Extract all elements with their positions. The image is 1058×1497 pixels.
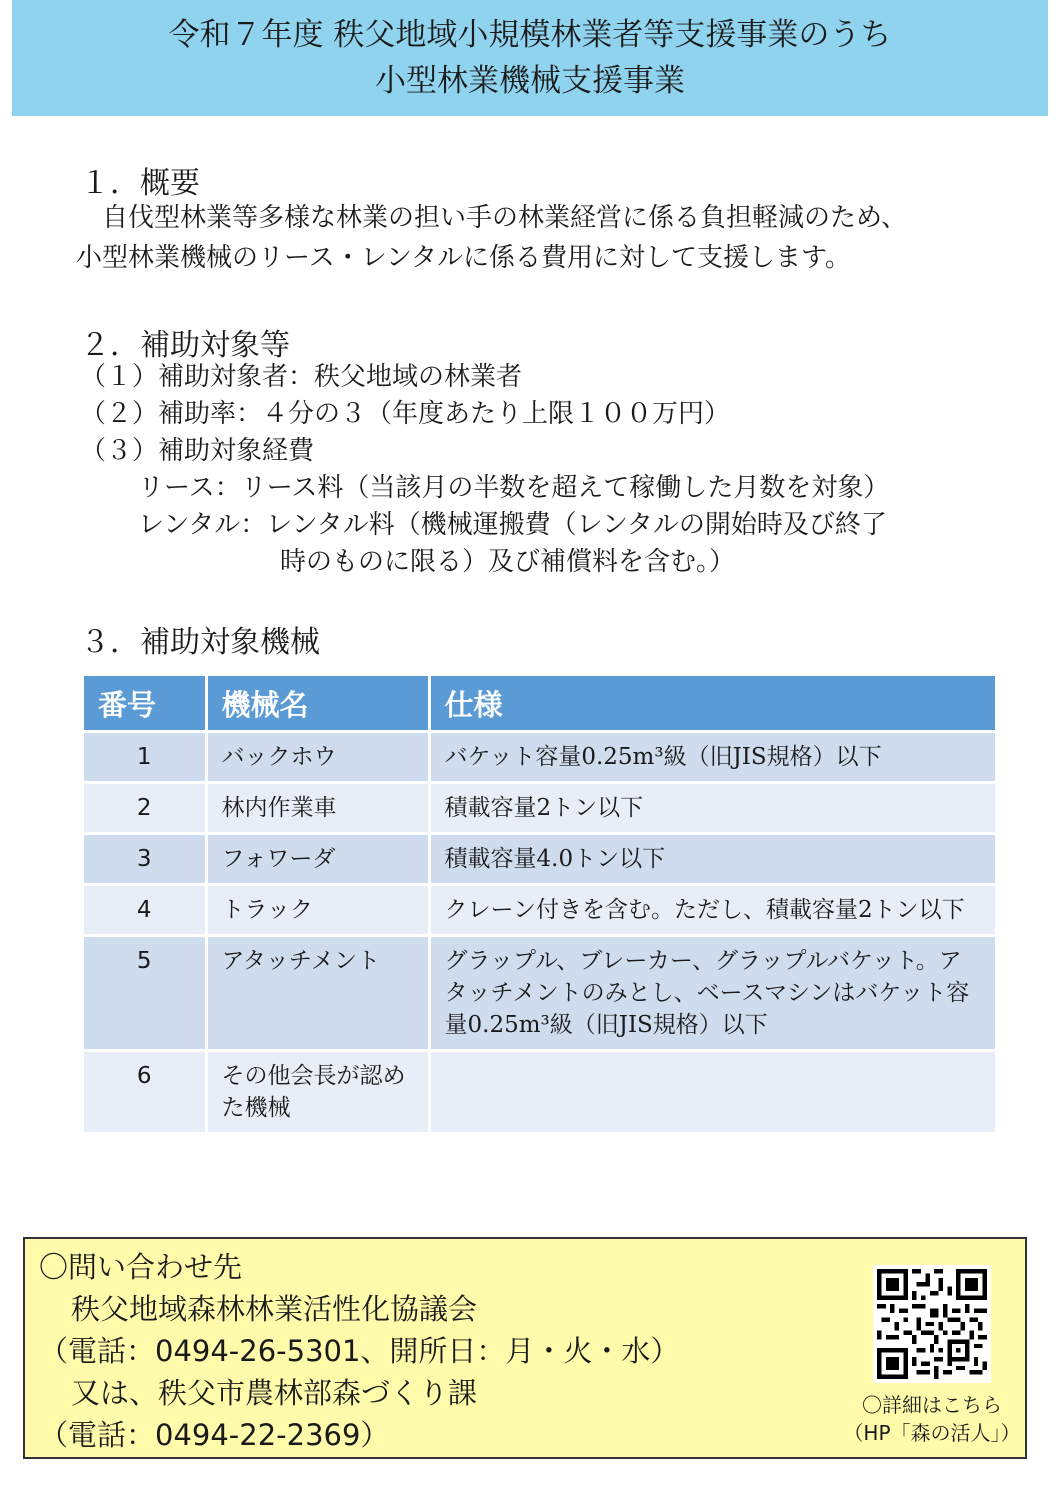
row-machine-name: その他会長が認めた機械 — [206, 1051, 429, 1134]
row-number: 5 — [84, 936, 206, 1051]
table-row — [84, 783, 995, 834]
row-spec: クレーン付きを含む。ただし、積載容量2トン以下 — [429, 885, 995, 936]
table-header-row — [84, 676, 995, 732]
page-title-line1: 令和７年度 秩父地域小規模林業者等支援事業のうち — [168, 17, 892, 53]
col-header-spec: 仕様 — [429, 676, 995, 732]
row-spec: 積載容量4.0トン以下 — [429, 834, 995, 885]
row-number: 4 — [84, 885, 206, 936]
table-row — [84, 1051, 995, 1134]
contact-org1: 秩父地域森林林業活性化協議会 — [71, 1292, 478, 1326]
row-number: 1 — [84, 732, 206, 783]
row-number: 2 — [84, 783, 206, 834]
row-spec: グラップル、ブレーカー、グラップルバケット。アタッチメントのみとし、ベースマシンはバケット容量0.25m³級（旧JIS規格）以下 — [429, 936, 995, 1051]
row-number: 3 — [84, 834, 206, 885]
contact-box — [23, 1237, 1027, 1459]
rental-expense-cont: 時のものに限る）及び補償料を含む。） — [280, 547, 736, 577]
title-banner — [12, 0, 1048, 116]
overview-line2: 小型林業機械のリース・レンタルに係る費用に対して支援します。 — [76, 243, 851, 273]
contact-tel1: （電話：0494-26-5301、開所日：月・火・水） — [39, 1334, 680, 1368]
subsidy-rate: （２）補助率：４分の３（年度あたり上限１００万円） — [80, 399, 731, 429]
page-title-line2: 小型林業機械支援事業 — [375, 63, 685, 99]
row-number: 6 — [84, 1051, 206, 1134]
contact-heading: 〇問い合わせ先 — [39, 1250, 243, 1284]
row-machine-name: フォワーダ — [206, 834, 429, 885]
table-row — [84, 936, 995, 1051]
table-row — [84, 885, 995, 936]
row-machine-name: 林内作業車 — [206, 783, 429, 834]
col-header-machine: 機械名 — [206, 676, 429, 732]
row-machine-name: トラック — [206, 885, 429, 936]
contact-tel2: （電話：0494-22-2369） — [39, 1418, 390, 1452]
machine-table — [84, 676, 995, 1135]
qr-caption-line1: 〇詳細はこちら — [862, 1393, 1002, 1417]
row-machine-name: バックホウ — [206, 732, 429, 783]
lease-expense: リース：リース料（当該月の半数を超えて稼働した月数を対象） — [138, 473, 890, 503]
contact-org2: 又は、秩父市農林部森づくり課 — [71, 1376, 478, 1410]
row-machine-name: アタッチメント — [206, 936, 429, 1051]
eligible-expenses: （３）補助対象経費 — [80, 436, 315, 466]
qr-code[interactable] — [873, 1265, 991, 1383]
section1-heading: １．概要 — [80, 166, 200, 201]
section2-heading: ２．補助対象等 — [80, 328, 290, 363]
row-spec: バケット容量0.25m³級（旧JIS規格）以下 — [429, 732, 995, 783]
overview-line1: 自伐型林業等多様な林業の担い手の林業経営に係る負担軽減のため、 — [76, 203, 907, 233]
row-spec — [429, 1051, 995, 1134]
qr-caption-line2: （HP「森の活人」） — [843, 1421, 1021, 1445]
eligible-recipient: （１）補助対象者：秩父地域の林業者 — [80, 362, 523, 392]
table-row — [84, 834, 995, 885]
col-header-number: 番号 — [84, 676, 206, 732]
row-spec: 積載容量2トン以下 — [429, 783, 995, 834]
rental-expense: レンタル：レンタル料（機械運搬費（レンタルの開始時及び終了 — [138, 510, 887, 540]
section3-heading: ３．補助対象機械 — [80, 625, 320, 660]
qr-code-icon — [877, 1269, 987, 1379]
table-row — [84, 732, 995, 783]
